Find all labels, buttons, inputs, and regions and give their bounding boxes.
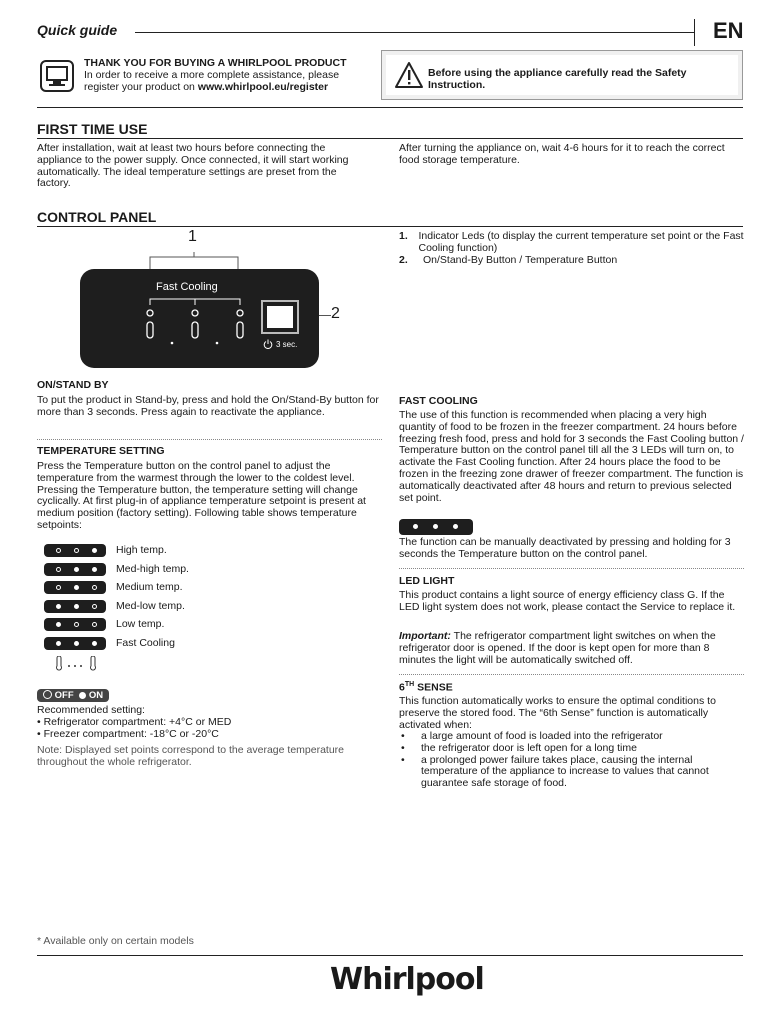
sixth-sense-text: This function automatically works to ensure the optimal conditions to preserve the stored food. The “6th Sense” function is automatically activated when: [399,695,716,731]
dotted-divider [399,674,744,675]
language-code: EN [713,18,744,43]
setpoint-label: High temp. [116,544,167,556]
sixth-sense-rest: SENSE [414,681,453,694]
control-panel-legend [399,231,749,266]
control-panel-title: CONTROL PANEL [37,209,157,225]
setpoint-note: Note: Displayed set points correspond to the average temperature throughout the whole refrigerator. [37,744,345,768]
setpoint-label: Low temp. [116,618,165,631]
first-time-use-right-text: After turning the appliance on, wait 4-6 hours for it to reach the correct food storage temperature. [399,142,725,166]
led-on-icon [74,604,79,609]
led-off-icon [92,585,97,590]
callout-1: 1 [188,228,197,245]
fast-cooling-label: Fast Cooling [156,281,218,293]
sixth-sense-title [399,681,453,694]
fast-cooling-text2: The function can be manually deactivated by pressing and holding for 3 seconds the Temperature button on the control panel. [399,536,731,560]
led-on-icon [92,641,97,646]
register-url[interactable]: www.whirlpool.eu/register [197,81,329,93]
recommended-settings [37,705,382,740]
button-caption: 3 sec. [276,340,298,349]
recommended-title: Recommended setting: [37,704,145,716]
setpoint-label: Med-low temp. [116,599,185,612]
fast-cooling-text: The use of this function is recommended when placing a very high quantity of food to be frozen in the freezer compartment. 24 hours before freezing fresh food, press and hold for 3 seconds the Fast Cooling button / Temperature button on the control panel till all the 3 LEDs will turn on, to activate the Fast Cooling function. After 24 hours place the food to be frozen in the freezing zone drawer of freezer compartment. The function is automatically deactivated after 48 hours and return to previous selected set point. [399,409,744,504]
header-title: Quick guide [37,22,118,38]
legend-text: Indicator Leds (to display the current temperature set point or the Fast Cooling function) [418,230,744,254]
legend-text: On/Stand-By Button / Temperature Button [423,253,618,266]
led-legend [37,685,109,703]
led-light-important [399,631,744,666]
sixth-sense-sup: TH [404,681,415,688]
recommended-fridge: • Refrigerator compartment: +4°C or MED [37,715,232,728]
setpoint-label: Fast Cooling [116,637,175,649]
on-standby-title: ON/STAND BY [37,379,109,391]
led-off-icon [43,690,52,699]
control-panel-illustration [80,269,319,368]
fast-cooling-leds [399,519,473,535]
led-light-title: LED LIGHT [399,575,455,587]
register-heading: THANK YOU FOR BUYING A WHIRLPOOL PRODUCT [84,57,347,69]
callout-2: 2 [331,305,340,322]
register-line1: In order to receive a more complete assistance, please [84,69,340,81]
indicator-leds [142,295,248,355]
setpoint-leds [44,544,106,557]
list-item: • a large amount of food is loaded into the refrigerator [399,731,744,743]
divider [37,138,743,139]
list-item: • the refrigerator door is left open for a long time [399,743,744,755]
legend-off-label: OFF [54,690,74,701]
footer-note: * Available only on certain models [37,935,194,947]
temperature-button[interactable] [261,300,299,334]
led-on-icon [74,585,79,590]
whirlpool-logo: Whirlpool [330,962,484,997]
led-light-text: This product contains a light source of energy efficiency class G. If the LED light system does not work, please contact the Service to replace it. [399,589,736,613]
footer-rule [37,955,743,956]
setpoint-label: Med-high temp. [116,562,189,575]
divider [37,226,743,227]
setpoint-label: Medium temp. [116,581,183,594]
sixth-sense-list [399,731,744,790]
warning-triangle-icon [394,61,424,89]
callout-bracket [145,252,245,270]
led-off-icon [92,604,97,609]
power-icon [263,339,273,349]
setpoint-leds [44,581,106,594]
dotted-divider [399,568,744,569]
temperature-setting-title: TEMPERATURE SETTING [37,445,165,457]
led-on-icon [92,548,97,553]
header-rule [135,32,695,33]
on-standby-text: To put the product in Stand-by, press and hold the On/Stand-By button for more than 3 seconds. Press again to reactivate the appliance. [37,394,379,418]
led-off-icon [56,585,61,590]
register-notice [37,57,377,97]
led-on-icon [74,641,79,646]
divider [37,107,743,108]
led-on-icon [92,567,97,572]
led-on-icon [74,567,79,572]
led-off-icon [56,548,61,553]
setpoint-leds [44,563,106,576]
first-time-use-title: FIRST TIME USE [37,121,148,137]
callout-2-line [319,315,331,316]
led-on-icon [79,692,86,699]
important-label: Important: [399,630,451,642]
sixth-sense-num: 6 [399,681,405,694]
led-on-icon [56,622,61,627]
led-on-icon [56,641,61,646]
thermometer-scale-icon [54,656,100,672]
setpoint-leds [44,600,106,613]
setpoint-leds [44,618,106,631]
legend-num: 2. [399,253,408,266]
list-item: • a prolonged power failure takes place, causing the internal temperature of the appliance to increase to values that cannot guarantee safe storage of food. [399,755,744,790]
legend-num: 1. [399,230,408,242]
fast-cooling-title: FAST COOLING [399,395,478,407]
recommended-freezer: • Freezer compartment: -18°C or -20°C [37,727,219,740]
safety-warning-text: Before using the appliance carefully read the Safety Instruction. [428,67,687,91]
led-off-icon [56,567,61,572]
led-off-icon [74,548,79,553]
led-off-icon [74,622,79,627]
dotted-divider [37,439,382,440]
important-text: The refrigerator compartment light switches on when the refrigerator door is opened. If the door is kept open for more than 8 minutes the light will be automatically switched off. [399,630,716,666]
register-line2: register your product on [84,81,198,93]
computer-icon [40,60,74,92]
safety-warning-box [381,50,743,100]
header-divider [694,19,695,46]
led-off-icon [92,622,97,627]
led-on-icon [56,604,61,609]
first-time-use-left-text: After installation, wait at least two hours before connecting the appliance to the power supply. Once connected, it will start working automatically. The ideal temperature settings are preset from the factory. [37,142,349,190]
setpoint-leds [44,637,106,650]
temperature-setting-text: Press the Temperature button on the control panel to adjust the temperature from the warmest through the lower to the coldest level. Pressing the Temperature button, the temperature setting will change cyclically. At first plug-in of appliance temperature setpoint is present at medium position (factory setting). Following table shows temperature setpoints: [37,460,366,531]
legend-on-label: ON [88,690,104,701]
